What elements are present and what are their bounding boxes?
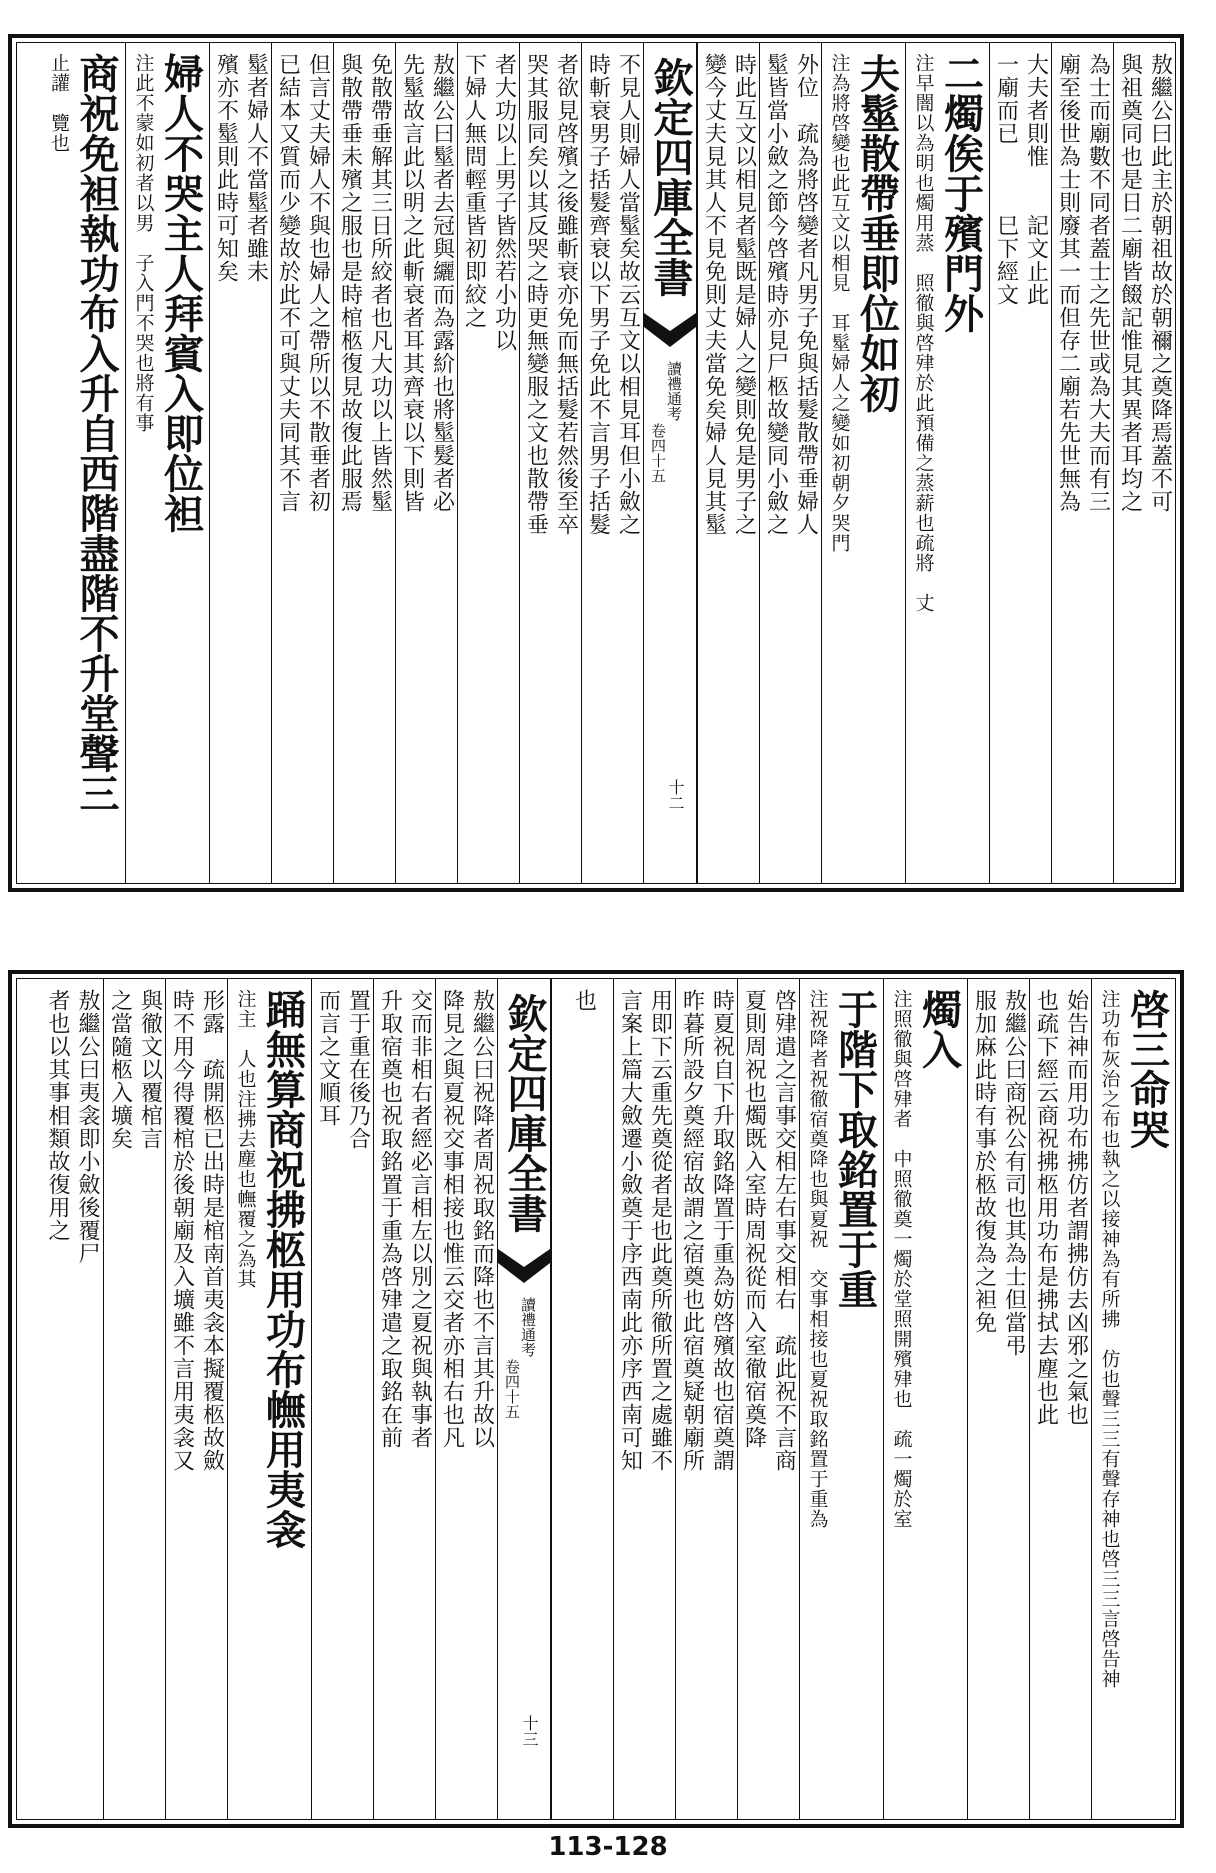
text-column: [737, 979, 799, 1819]
commentary-line: 也疏下經云商祝拂柩用功布是拂拭去塵也此: [1033, 989, 1059, 1426]
commentary-text: 注功布灰治之布也執之以接神為有所拂 仿也聲三三有聲存神也啓三三言啓告神: [1098, 989, 1121, 1689]
text-column: [457, 43, 519, 883]
commentary-line: 者欲見啓殯之後雖斬衰亦免而無括髮若然後至卒: [553, 53, 579, 536]
text-column: [333, 43, 395, 883]
text-column: [581, 43, 643, 883]
leaf-number: 十二: [666, 779, 685, 811]
text-column: [551, 979, 613, 1819]
fishtail-mark-icon: [644, 313, 696, 347]
commentary-line: 與散帶垂未殯之服也是時棺柩復見故復此服焉: [337, 53, 363, 513]
text-column: [435, 979, 497, 1819]
commentary-line: 時夏祝自下升取銘降置于重為妨啓殯故也宿奠謂: [709, 989, 735, 1472]
text-column: [227, 979, 311, 1819]
commentary-line: 置于重在後乃合: [345, 989, 371, 1150]
commentary-text: 注早闇以為明也燭用蒸 照徹與啓肂於此預備之蒸薪也疏將 丈: [912, 53, 935, 613]
commentary-line: 啓肂遣之言事交相左右事交相右 疏此祝不言商: [771, 989, 797, 1472]
bottom-page-text-block: [16, 978, 1176, 1820]
text-column: [883, 979, 967, 1819]
commentary-line: 髽皆當小斂之節今啓殯時亦見尸柩故變同小斂之: [763, 53, 789, 536]
commentary-line: 與徹文以覆棺言: [137, 989, 163, 1150]
text-column: [519, 43, 581, 883]
text-column: [1113, 43, 1175, 883]
text-column: [125, 43, 209, 883]
text-column: [675, 979, 737, 1819]
commentary-line: 與祖奠同也是日二廟皆餟記惟見其異者耳均之: [1117, 53, 1143, 513]
commentary-line: 時不用今得覆棺於後朝廟及入壙雖不言用夷衾又: [169, 989, 195, 1472]
commentary-line: 殯亦不髽則此時可知矣: [213, 53, 239, 283]
commentary-line: 形露 疏開柩已出時是棺南首夷衾本擬覆柩故斂: [199, 989, 225, 1472]
commentary-line: 昨暮所設夕奠經宿故謂之宿奠也此宿奠疑朝廟所: [679, 989, 705, 1472]
leaf-number: 十三: [520, 1715, 539, 1747]
bottom-page: [0, 936, 1216, 1872]
text-column: [311, 979, 373, 1819]
commentary-text: 注祝降者祝徹宿奠降也與夏祝 交事相接也夏祝取銘置于重為: [806, 989, 829, 1529]
top-page: [0, 0, 1216, 936]
commentary-line: 不見人則婦人當髽矣故云互文以相見耳但小斂之: [615, 53, 641, 536]
text-column: [967, 979, 1029, 1819]
commentary-line: 敖繼公曰此主於朝祖故於朝禰之奠降焉蓋不可: [1147, 53, 1173, 513]
text-column: [165, 979, 227, 1819]
commentary-line: 交而非相右者經必言相左以別之夏祝與執事者: [407, 989, 433, 1449]
commentary-line: 免散帶垂解其三日所絞者也凡大功以上皆然髽: [367, 53, 393, 513]
text-column: [103, 979, 165, 1819]
commentary-line: 而言之文順耳: [315, 989, 341, 1127]
main-text: 二燭俟于殯門外: [937, 53, 985, 333]
work-title: 讀禮通考: [665, 361, 683, 421]
text-column: [821, 43, 905, 883]
commentary-line: 者大功以上男子皆然若小功以: [491, 53, 517, 352]
book-title: 欽定四庫全書: [647, 57, 694, 297]
main-text: 商祝免袒執功布入升自西階盡階不升堂聲三: [73, 53, 120, 813]
commentary-text: 注主 人也注拂去塵也幠覆之為其: [234, 989, 257, 1289]
commentary-line: 但言丈夫婦人不與也婦人之帶所以不散垂者初: [305, 53, 331, 513]
main-text: 夫髽散帶垂即位如初: [853, 53, 901, 413]
commentary-line: 敖繼公曰夷衾即小斂後覆尸: [75, 989, 100, 1265]
page-number: 113-128: [548, 1832, 668, 1862]
commentary-line: 也: [571, 989, 597, 1012]
volume-label: 卷四十五: [503, 1359, 521, 1419]
commentary-line: 敖繼公曰祝降者周祝取銘而降也不言其升故以: [469, 989, 495, 1449]
commentary-line: 服加麻此時有事於柩故復為之袒免: [971, 989, 997, 1334]
text-column: [373, 979, 435, 1819]
commentary-text: 止讙 覽也: [48, 53, 70, 153]
text-column: [209, 43, 271, 883]
commentary-line: 者也以其事相類故復用之: [45, 989, 70, 1242]
commentary-line: 大夫者則惟 記文止此: [1023, 53, 1049, 306]
commentary-line: 外位 疏為將啓變者凡男子免與括髮散帶垂婦人: [793, 53, 819, 536]
commentary-line: 升取宿奠也祝取銘置于重為啓肂遣之取銘在前: [377, 989, 403, 1449]
commentary-line: 變今丈夫見其人不見免則丈夫當免矣婦人見其髽: [701, 53, 727, 536]
top-page-text-block: [16, 42, 1176, 884]
commentary-line: 時此互文以相見者髽既是婦人之變則免是男子之: [731, 53, 757, 536]
commentary-line: 一廟而已 巳下經文: [993, 53, 1019, 306]
commentary-text: 注此不蒙如初者以男 子入門不哭也將有事: [132, 53, 155, 433]
main-text: 于階下取銘置于重: [831, 989, 879, 1309]
commentary-line: 用即下云重先奠從者是也此奠所徹所置之處雖不: [647, 989, 673, 1472]
text-column: [989, 43, 1051, 883]
commentary-line: 廟至後世為士則廢其一而但存二廟若先世無為: [1055, 53, 1081, 513]
commentary-line: 夏則周祝也燭既入室時周祝從而入室徹宿奠降: [741, 989, 767, 1449]
commentary-line: 言案上篇大斂遷小斂奠于序西南此亦序西南可知: [617, 989, 643, 1472]
text-column: [1051, 43, 1113, 883]
commentary-line: 之當隨柩入壙矣: [107, 989, 133, 1150]
book-title: 欽定四庫全書: [501, 993, 548, 1233]
commentary-text: 注為將啓變也此互文以相見 耳髽婦人之變如初朝夕哭門: [828, 53, 851, 553]
text-column: [1029, 979, 1091, 1819]
volume-label: 卷四十五: [649, 423, 667, 483]
main-text: 燭入: [915, 989, 963, 1069]
text-column: [759, 43, 821, 883]
text-column: [1091, 979, 1175, 1819]
commentary-line: 降見之與夏祝交事相接也惟云交者亦相右也凡: [439, 989, 465, 1449]
commentary-line: 下婦人無問輕重皆初即絞之: [461, 53, 487, 329]
main-text: 婦人不哭主人拜賓入即位袒: [157, 53, 205, 533]
commentary-line: 哭其服同矣以其反哭之時更無變服之文也散帶垂: [523, 53, 549, 536]
text-column: [799, 979, 883, 1819]
text-column: [41, 43, 125, 883]
fold-column: [497, 979, 551, 1819]
commentary-line: 敖繼公曰髽者去冠與纚而為露紒也將髽髮者必: [429, 53, 455, 513]
fishtail-mark-icon: [498, 1249, 550, 1283]
text-column: [905, 43, 989, 883]
commentary-line: 先髽故言此以明之此斬衰者耳其齊衰以下則皆: [399, 53, 425, 513]
main-text: 踊無算商祝拂柩用功布幠用夷衾: [259, 989, 307, 1549]
text-column: [613, 979, 675, 1819]
work-title: 讀禮通考: [519, 1297, 537, 1357]
commentary-line: 時斬衰男子括髮齊衰以下男子免此不言男子括髮: [585, 53, 611, 536]
text-column: [697, 43, 759, 883]
fold-column: [643, 43, 697, 883]
text-column: [41, 979, 103, 1819]
text-column: [395, 43, 457, 883]
commentary-line: 髽者婦人不當髽者雖未: [243, 53, 269, 283]
commentary-line: 為士而廟數不同者蓋士之先世或為大夫而有三: [1085, 53, 1111, 513]
commentary-line: 已結本又質而少變故於此不可與丈夫同其不言: [275, 53, 301, 513]
main-text: 啓三命哭: [1123, 989, 1171, 1149]
text-column: [271, 43, 333, 883]
commentary-text: 注照徹與啓肂者 中照徹奠一燭於堂照開殯肂也 疏一燭於室: [890, 989, 913, 1529]
commentary-line: 始告神而用功布拂仿者謂拂仿去凶邪之氣也: [1063, 989, 1089, 1426]
commentary-line: 敖繼公曰商祝公有司也其為士但當弔: [1001, 989, 1027, 1357]
